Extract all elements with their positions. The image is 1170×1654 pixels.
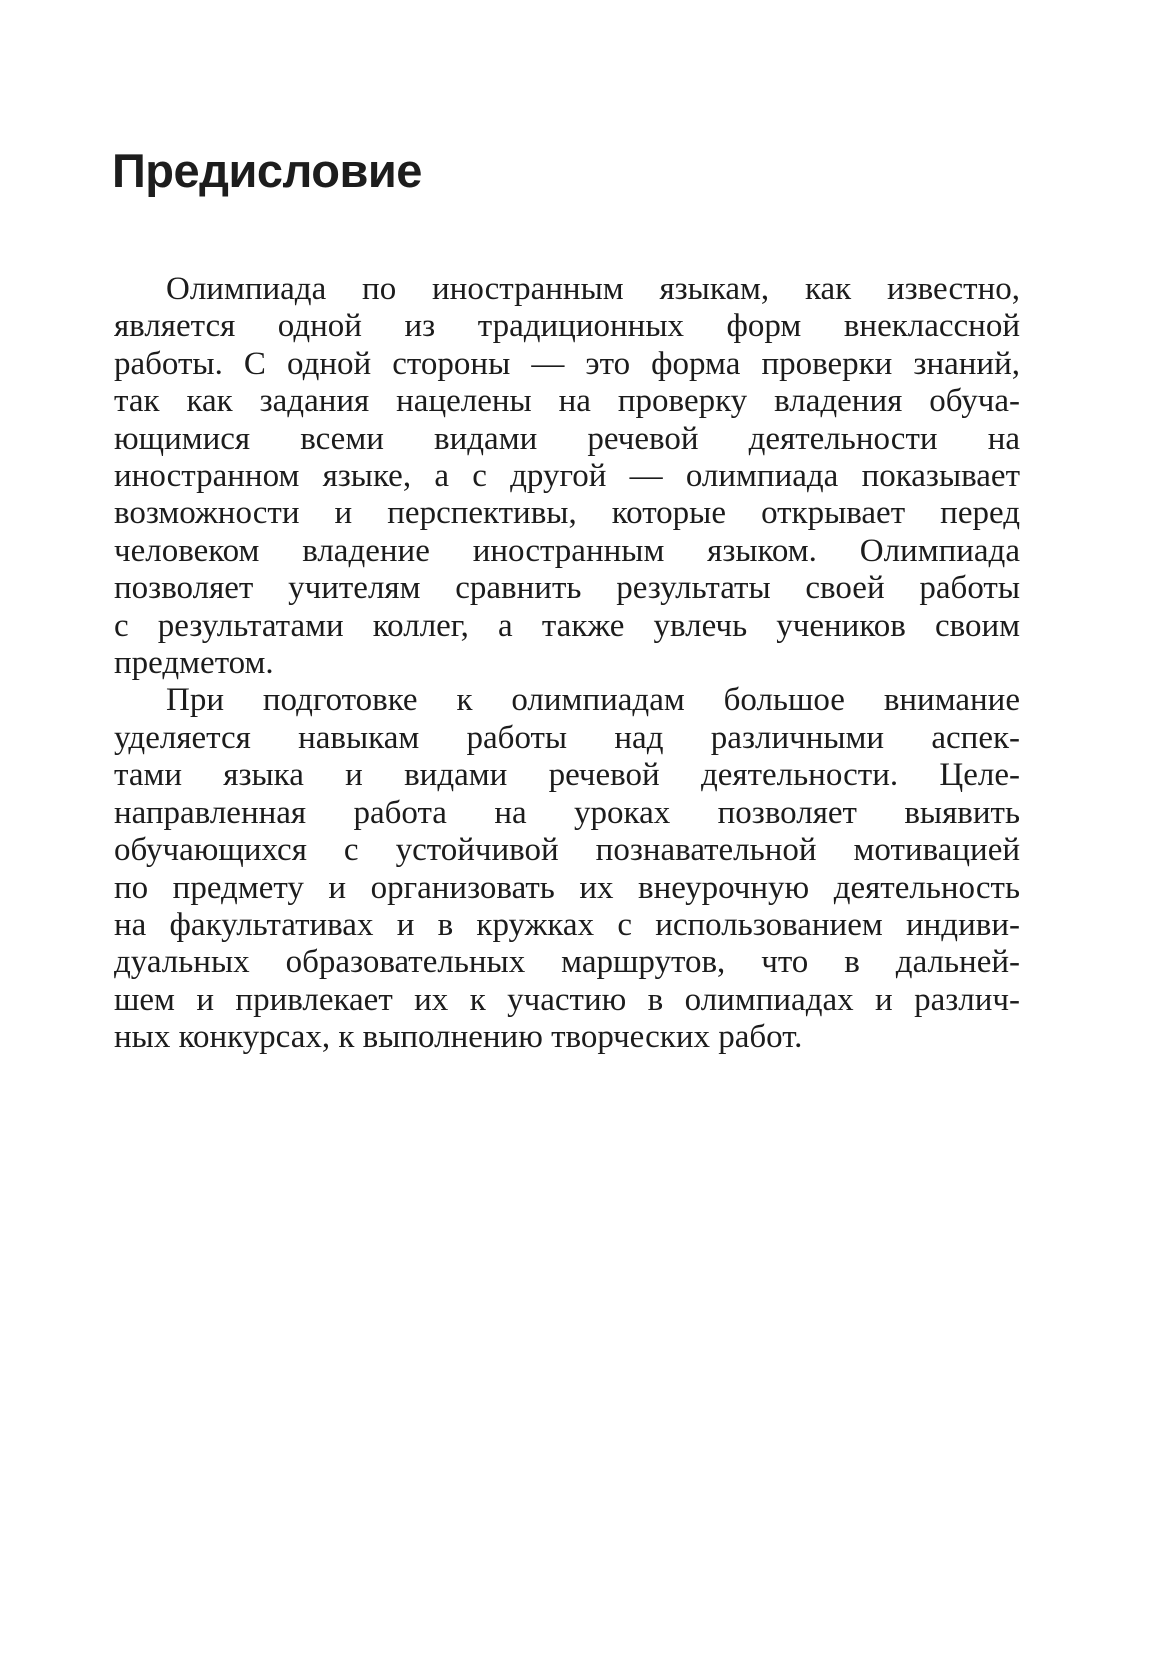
text-line: иностранном языке, а с другой — олимпиада показывает [114, 458, 1020, 495]
text-line: При подготовке к олимпиадам большое внимание [166, 682, 1020, 719]
text-line: ющимися всеми видами речевой деятельности на [114, 420, 1020, 457]
text-line: на факультативах и в кружках с использованием индиви- [114, 906, 1020, 943]
page-title: Предисловие [112, 144, 422, 197]
page-body [114, 271, 1020, 1057]
text-line: предметом. [114, 645, 274, 682]
paragraph [114, 271, 1020, 682]
text-line: дуальных образовательных маршрутов, что в дальней- [114, 944, 1020, 981]
text-line: так как задания нацелены на проверку владения обуча- [114, 383, 1020, 420]
text-line: является одной из традиционных форм внеклассной [114, 308, 1020, 345]
text-line: возможности и перспективы, которые открывает перед [114, 495, 1020, 532]
text-line: человеком владение иностранным языком. Олимпиада [114, 532, 1020, 569]
text-line: ных конкурсах, к выполнению творческих работ. [114, 1019, 803, 1056]
text-line: обучающихся с устойчивой познавательной мотивацией [114, 832, 1020, 869]
text-line: шем и привлекает их к участию в олимпиадах и различ- [114, 981, 1020, 1018]
text-line: по предмету и организовать их внеурочную деятельность [114, 869, 1020, 906]
text-line: Олимпиада по иностранным языкам, как известно, [166, 271, 1020, 307]
text-line: уделяется навыкам работы над различными аспек- [114, 719, 1020, 756]
paragraph [114, 682, 1020, 1056]
text-line: направленная работа на уроках позволяет выявить [114, 794, 1020, 831]
text-line: работы. С одной стороны — это форма проверки знаний, [114, 345, 1020, 382]
text-line: тами языка и видами речевой деятельности. Целе- [114, 757, 1020, 794]
text-line: позволяет учителям сравнить результаты своей работы [114, 570, 1020, 607]
text-line: с результатами коллег, а также увлечь учеников своим [114, 607, 1020, 644]
